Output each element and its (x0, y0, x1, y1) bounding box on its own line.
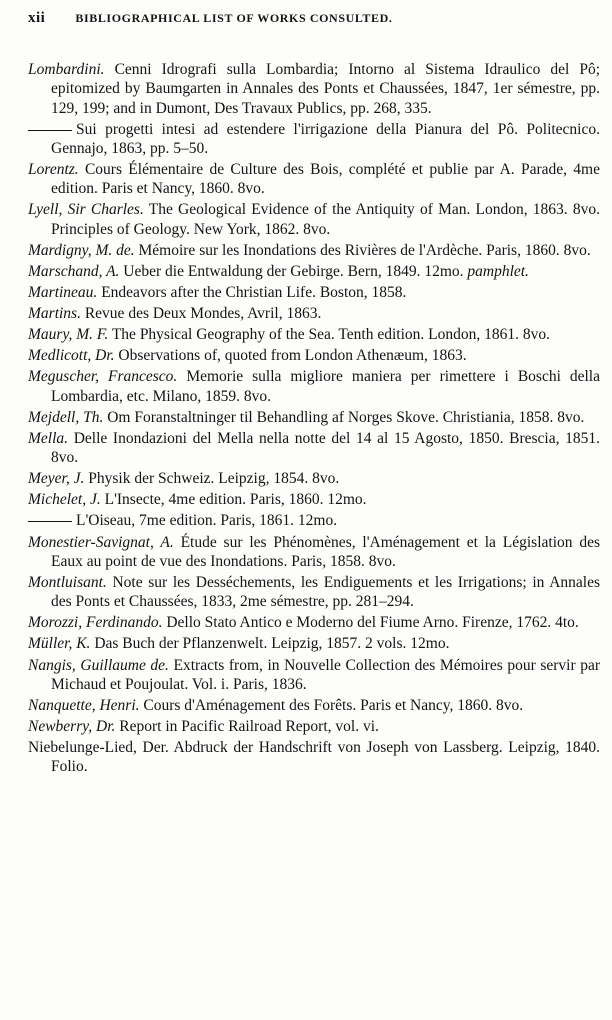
bibliography-entry (28, 367, 600, 406)
entry-author: Martins. (28, 305, 81, 323)
entry-author: Monestier-Savignat, A. (28, 533, 174, 551)
entry-text: Cours d'Aménagement des Forêts. Paris et Nancy, 1860. 8vo. (143, 696, 524, 714)
entry-text: Report in Pacific Railroad Report, vol. vi. (119, 718, 379, 736)
entry-text: Sui progetti intesi ad estendere l'irrigazione della Pianura del Pô. Politecnico. Gennajo, 1863, pp. 5–50. (51, 120, 600, 157)
bibliography-entry (28, 408, 600, 427)
bibliography-entry (28, 429, 600, 468)
entry-author: Martineau. (28, 284, 98, 302)
entry-text: L'Oiseau, 7me edition. Paris, 1861. 12mo. (76, 512, 338, 530)
bibliography-entry (28, 696, 600, 715)
entry-text: Delle Inondazioni del Mella nella notte del 14 al 15 Agosto, 1850. Brescia, 1851. 8vo. (51, 429, 600, 467)
bibliography-entry (28, 738, 600, 777)
entry-author: Müller, K. (28, 635, 91, 653)
entry-note: pamphlet. (467, 262, 529, 280)
entry-author: Newberry, Dr. (28, 718, 116, 736)
bibliography-entry (28, 325, 600, 344)
entry-text: Endeavors after the Christian Life. Boston, 1858. (101, 284, 407, 302)
ditto-dash (28, 521, 72, 522)
entry-author: Meyer, J. (28, 470, 85, 488)
entry-text: Om Foranstaltninger til Behandling af Norges Skove. Christiania, 1858. 8vo. (107, 408, 585, 426)
bibliography-entry (28, 160, 600, 199)
bibliography-entry (28, 573, 600, 612)
entry-text: L'Insecte, 4me edition. Paris, 1860. 12mo. (104, 491, 367, 509)
entry-author: Morozzi, Ferdinando. (28, 614, 163, 632)
bibliography-entry (28, 346, 600, 365)
entry-text: Das Buch der Pflanzenwelt. Leipzig, 1857. 2 vols. 12mo. (94, 635, 450, 653)
entry-text: Observations of, quoted from London Athenæum, 1863. (118, 347, 467, 365)
entry-text: Cours Élémentaire de Culture des Bois, complété et publie par A. Parade, 4me edition. Paris et Nancy, 1860. 8vo. (51, 161, 600, 198)
entry-text: Étude sur les Phénomènes, l'Aménagement et la Législation des Eaux au point de vue des Inondations. Paris, 1858. 8vo. (51, 533, 600, 570)
bibliography-entry (28, 634, 600, 653)
bibliography-entry (28, 241, 600, 260)
entry-author: Montluisant. (28, 573, 107, 591)
ditto-dash (28, 130, 72, 131)
running-title: BIBLIOGRAPHICAL LIST OF WORKS CONSULTED. (75, 11, 393, 25)
entry-text: Physik der Schweiz. Leipzig, 1854. 8vo. (88, 470, 340, 488)
page-number: xii (28, 10, 46, 26)
entry-text: Ueber die Entwaldung der Gebirge. Bern, 1849. 12mo. (123, 262, 464, 280)
entry-author: Michelet, J. (28, 491, 101, 509)
entry-text: Memorie sulla migliore maniera per rimettere i Boschi della Lombardia, etc. Milano, 1859. 8vo. (51, 368, 600, 405)
entry-text: Note sur les Desséchements, les Endiguements et les Irrigations; in Annales des Ponts et Chaussées, 1833, 2me sémestre, pp. 281–294. (51, 573, 600, 611)
entry-author: Niebelunge-Lied, Der. (28, 739, 169, 757)
bibliography-entry (28, 490, 600, 509)
entry-author: Lyell, Sir Charles. (28, 201, 144, 219)
bibliography-entry (28, 283, 600, 302)
bibliography-entry (28, 304, 600, 323)
entry-author: Lorentz. (28, 161, 79, 179)
entry-author: Mella. (28, 429, 69, 447)
bibliography-entry (28, 717, 600, 736)
entry-author: Medlicott, Dr. (28, 347, 115, 365)
entry-text: Dello Stato Antico e Moderno del Fiume Arno. Firenze, 1762. 4to. (166, 614, 579, 632)
bibliography-entry (28, 120, 600, 159)
bibliography-entry (28, 511, 600, 530)
entry-author: Nangis, Guillaume de. (28, 656, 169, 674)
bibliography-entry (28, 200, 600, 239)
entry-text: Abdruck der Handschrift von Joseph von Lassberg. Leipzig, 1840. Folio. (51, 739, 600, 776)
entry-author: Mardigny, M. de. (28, 241, 135, 259)
bibliography-entry (28, 60, 600, 118)
bibliography-entry (28, 262, 600, 281)
bibliography-entry (28, 469, 600, 488)
entry-text: Mémoire sur les Inondations des Rivières de l'Ardèche. Paris, 1860. 8vo. (138, 241, 591, 259)
bibliography-list (28, 60, 600, 777)
entry-text: The Physical Geography of the Sea. Tenth edition. London, 1861. 8vo. (111, 326, 550, 344)
entry-text: Cenni Idrografi sulla Lombardia; Intorno al Sistema Idraulico del Pô; epitomized by Baumgarten in Annales des Ponts et Chaussées, 1847, 1er sémestre, pp. 129, 199; and in Dumont, Des Travaux Publics, pp. 268, 335. (51, 61, 601, 117)
entry-author: Marschand, A. (28, 262, 120, 280)
entry-author: Lombardini. (28, 61, 105, 78)
bibliography-entry (28, 656, 600, 695)
bibliography-entry (28, 533, 600, 572)
entry-text: Revue des Deux Mondes, Avril, 1863. (84, 305, 322, 323)
entry-author: Maury, M. F. (28, 326, 109, 344)
entry-author: Nanquette, Henri. (28, 696, 140, 714)
entry-author: Mejdell, Th. (28, 408, 104, 426)
entry-text: The Geological Evidence of the Antiquity of Man. London, 1863. 8vo. Principles of Geology. New York, 1862. 8vo. (51, 201, 600, 238)
entry-text: Extracts from, in Nouvelle Collection des Mémoires pour servir par Michaud et Poujoulat. Vol. i. Paris, 1836. (51, 656, 601, 693)
bibliography-entry (28, 613, 600, 632)
entry-author: Meguscher, Francesco. (28, 368, 178, 386)
running-header (28, 10, 600, 40)
